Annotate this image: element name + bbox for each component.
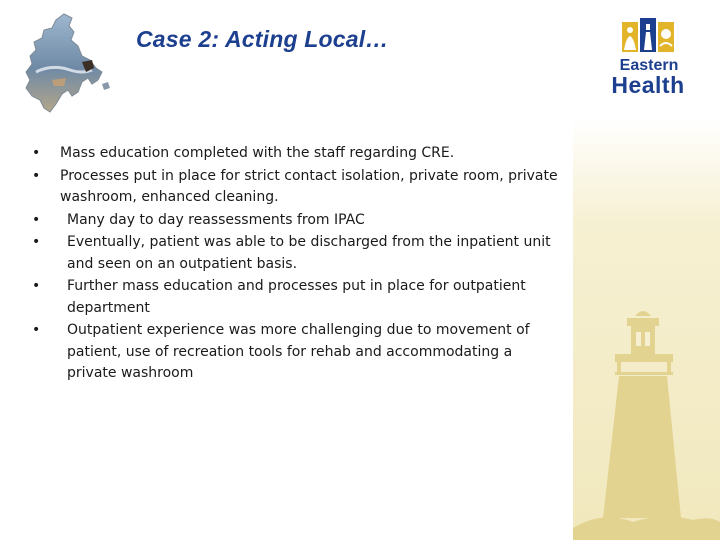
bullet-list (30, 143, 560, 386)
bullet-text: Further mass education and processes put in place for outpatient department (67, 278, 526, 316)
list-item (30, 232, 560, 275)
slide-title: Case 2: Acting Local… (136, 26, 389, 52)
logo-word-health: Health (611, 72, 685, 98)
bullet-text: Many day to day reassessments from IPAC (67, 211, 365, 228)
bullet-dot: • (32, 234, 41, 250)
bullet-dot: • (32, 322, 41, 338)
bullet-text: Eventually, patient was able to be discharged from the inpatient unit and seen on an outpatient basis. (67, 234, 551, 272)
bullet-text: Outpatient experience was more challenging due to movement of patient, use of recreation tools for rehab and accommodating a private washroom (67, 322, 530, 381)
side-panel (573, 118, 720, 540)
bullet-text: Processes put in place for strict contact isolation, private room, private washroom, enhanced cleaning. (60, 167, 558, 205)
eastern-health-logo-icon (622, 16, 676, 56)
bullet-dot: • (32, 145, 41, 161)
eastern-health-logo (600, 14, 696, 96)
bullet-dot: • (32, 167, 41, 184)
newfoundland-map-icon (22, 12, 118, 120)
bullet-dot: • (32, 211, 41, 228)
list-item (30, 210, 560, 232)
list-item (30, 166, 560, 209)
bullet-dot: • (32, 278, 41, 294)
logo-word-eastern: Eastern (619, 57, 679, 74)
bullet-text: Mass education completed with the staff regarding CRE. (60, 145, 455, 161)
list-item (30, 143, 560, 165)
list-item (30, 320, 560, 385)
list-item (30, 276, 560, 319)
